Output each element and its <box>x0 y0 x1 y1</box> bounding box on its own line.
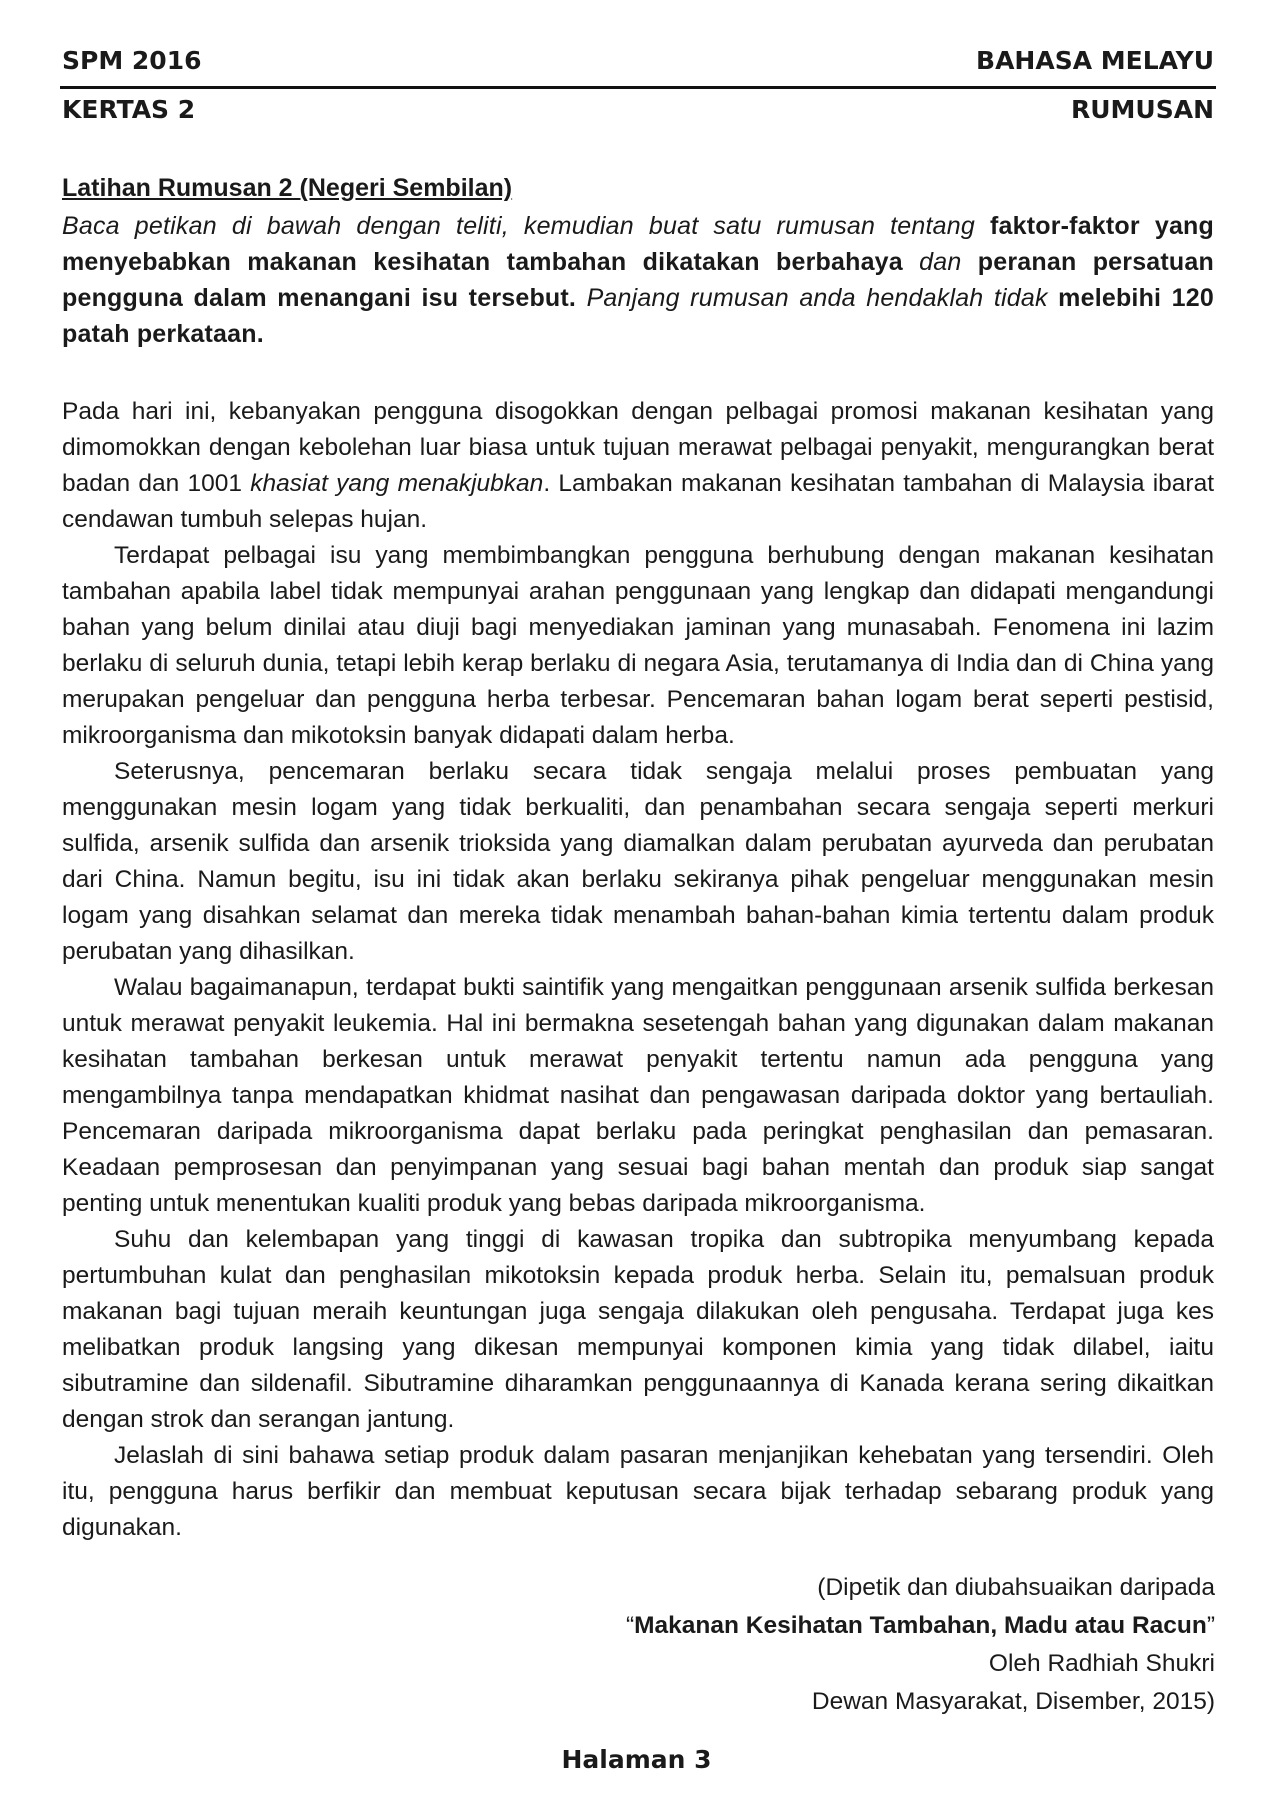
subject-label: BAHASA MELAYU <box>976 46 1214 75</box>
instruction-part-5: Panjang rumusan anda hendaklah tidak <box>586 284 1048 312</box>
section-label: RUMUSAN <box>1070 95 1214 124</box>
p1-text-c: . Lambakan makanan kesihatan tambahan di Malaysia ibarat cendawan tumbuh selepas hujan. <box>62 470 1215 533</box>
passage-paragraph-4: Walau bagaimanapun, terdapat bukti saintifik yang mengaitkan penggunaan arsenik sulfida berkesan untuk merawat penyakit leukemia. Hal ini bermakna sesetengah bahan yang digunakan dalam makanan kesihatan tambahan berkesan untuk merawat penyakit tertentu namun ada pengguna yang mengambilnya tanpa mendapatkan khidmat nasihat dan pengawasan daripada doktor yang bertauliah. Pencemaran daripada mikroorganisma dapat berlaku pada peringkat penghasilan dan pemasaran. Keadaan pemprosesan dan penyimpanan yang sesuai bagi bahan mentah dan produk siap sangat penting untuk menentukan kualiti produk yang bebas daripada mikroorganisma. <box>62 974 1214 1217</box>
passage-paragraph-1 <box>62 394 1214 538</box>
instruction-part-3: dan <box>919 248 962 276</box>
source-title-line <box>515 1607 1215 1645</box>
source-line-1: (Dipetik dan diubahsuaikan daripada <box>817 1574 1215 1601</box>
passage-paragraph-3: Seterusnya, pencemaran berlaku secara tidak sengaja melalui proses pembuatan yang menggunakan mesin logam yang tidak berkualiti, dan penambahan secara sengaja seperti merkuri sulfida, arsenik sulfida dan arsenik trioksida yang diamalkan dalam perubatan ayurveda dan perubatan dari China. Namun begitu, isu ini tidak akan berlaku sekiranya pihak pengeluar menggunakan mesin logam yang disahkan selamat dan mereka tidak menambah bahan-bahan kimia tertentu dalam produk perubatan yang dihasilkan. <box>62 758 1214 965</box>
passage-paragraph-2: Terdapat pelbagai isu yang membimbangkan pengguna berhubung dengan makanan kesihatan tambahan apabila label tidak mempunyai arahan penggunaan yang lengkap dan didapati mengandungi bahan yang belum dinilai atau diuji bagi menyediakan jaminan yang munasabah. Fenomena ini lazim berlaku di seluruh dunia, tetapi lebih kerap berlaku di negara Asia, terutamanya di India dan di China yang merupakan pengeluar dan pengguna herba terbesar. Pencemaran bahan logam berat seperti pestisid, mikroorganisma dan mikotoksin banyak didapati dalam herba. <box>62 542 1214 749</box>
p1-text-a: Pada hari ini, kebanyakan pengguna disogokkan dengan pelbagai promosi makanan kesihatan yang dimomokkan dengan kebolehan luar biasa untuk tujuan merawat pelbagai penyakit, mengurangkan berat badan dan 1001 <box>62 398 1214 497</box>
source-close-quote: ” <box>1206 1612 1215 1639</box>
paper-label: KERTAS 2 <box>62 95 196 124</box>
passage-paragraph-5: Suhu dan kelembapan yang tinggi di kawasan tropika dan subtropika menyumbang kepada pertumbuhan kulat dan penghasilan mikotoksin kepada produk herba. Selain itu, pemalsuan produk makanan bagi tujuan meraih keuntungan juga sengaja dilakukan oleh pengusaha. Terdapat juga kes melibatkan produk langsing yang dikesan mempunyai komponen kimia yang tidak dilabel, iaitu sibutramine dan sildenafil. Sibutramine diharamkan penggunaannya di Kanada kerana sering dikaitkan dengan strok dan serangan jantung. <box>62 1226 1214 1433</box>
exam-year-label: SPM 2016 <box>62 46 202 75</box>
passage <box>62 394 1214 1546</box>
instruction-part-4: peranan persatuan pengguna dalam menangani isu tersebut. <box>62 248 1214 312</box>
instruction-part-1: Baca petikan di bawah dengan teliti, kemudian buat satu rumusan tentang <box>62 212 975 240</box>
instruction-part-6: melebihi 120 patah perkataan. <box>62 284 1214 348</box>
source-citation <box>515 1569 1215 1721</box>
source-publication: Dewan Masyarakat, Disember, 2015) <box>811 1688 1215 1715</box>
source-title: Makanan Kesihatan Tambahan, Madu atau Racun <box>634 1612 1207 1639</box>
instruction-part-2: faktor-faktor yang menyebabkan makanan kesihatan tambahan dikatakan berbahaya <box>62 212 1214 276</box>
instruction-text <box>62 208 1214 352</box>
p1-text-italic: khasiat yang menakjubkan <box>250 470 544 497</box>
source-open-quote: “ <box>625 1612 635 1639</box>
header-top-row <box>62 46 1214 75</box>
passage-paragraph-6: Jelaslah di sini bahawa setiap produk dalam pasaran menjanjikan kehebatan yang tersendiri. Oleh itu, pengguna harus berfikir dan membuat keputusan secara bijak terhadap sebarang produk yang digunakan. <box>62 1442 1214 1541</box>
page-number: Halaman 3 <box>561 1745 712 1774</box>
header-bottom-row <box>62 95 1214 124</box>
header-divider <box>60 86 1216 89</box>
source-author: Oleh Radhiah Shukri <box>988 1650 1215 1677</box>
exercise-title: Latihan Rumusan 2 (Negeri Sembilan) <box>62 174 513 202</box>
